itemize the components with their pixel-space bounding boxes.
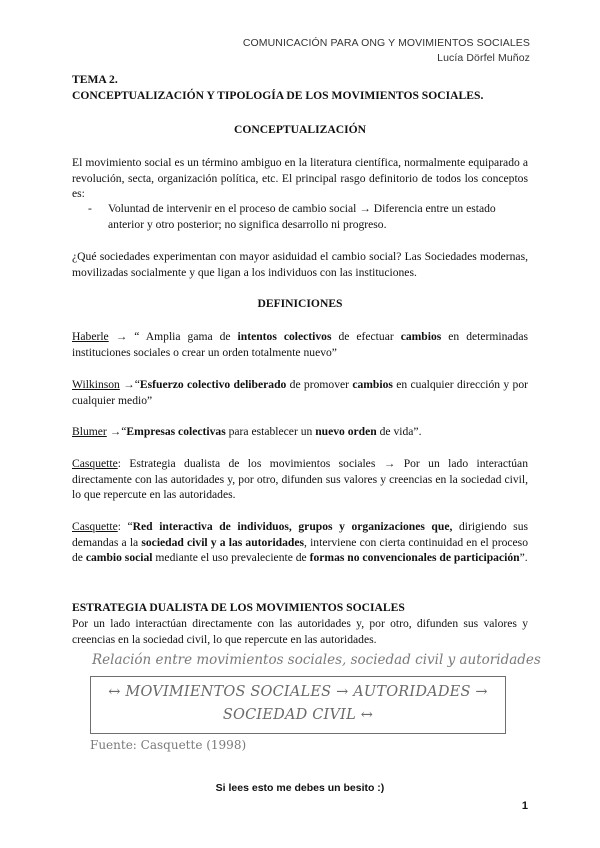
estrategia-paragraph: Por un lado interactúan directamente con las autoridades y, por otro, difunden sus valores y creencias en la sociedad civil, lo que repercute en las autoridades. xyxy=(72,617,528,646)
definition-text: de efectuar xyxy=(331,330,401,343)
definition-text: dirigiendo sus demandas a la xyxy=(72,520,528,549)
definition-text: : Estrategia dualista de los movimientos sociales → Por un lado interactúan directamente con las autoridades y, por otro, difunden sus valores y creencias en la sociedad civil, lo que repercute en las autoridades. xyxy=(72,457,528,501)
definition-text: , interviene con cierta continuidad en el proceso de xyxy=(72,535,528,564)
definition-author: Blumer xyxy=(72,425,107,438)
page-number: 1 xyxy=(521,800,528,812)
section-heading-estrategia: ESTRATEGIA DUALISTA DE LOS MOVIMIENTOS SOCIALES xyxy=(72,601,405,614)
definition-blumer xyxy=(72,424,528,440)
tema-title: CONCEPTUALIZACIÓN Y TIPOLOGÍA DE LOS MOVIMIENTOS SOCIALES. xyxy=(72,89,484,102)
figure-caption: Relación entre movimientos sociales, sociedad civil y autoridades xyxy=(92,652,541,668)
definition-keyword: Empresas colectivas xyxy=(126,425,226,438)
section-heading-conceptualizacion: CONCEPTUALIZACIÓN xyxy=(233,123,367,136)
definition-keyword: cambios xyxy=(400,330,442,343)
definition-text: de vida”. xyxy=(376,425,422,438)
definition-wilkinson xyxy=(72,377,528,408)
definition-author: Haberle xyxy=(72,330,109,343)
definition-author: Casquette xyxy=(72,457,118,470)
definition-keyword: Red interactiva de individuos, grupos y organizaciones que, xyxy=(132,520,453,533)
definition-keyword: formas no convencionales de participación xyxy=(309,551,520,564)
definition-author: Wilkinson xyxy=(72,378,120,391)
definition-casquette-1 xyxy=(72,456,528,503)
definition-text: → “ Amplia gama de xyxy=(108,330,238,343)
definition-keyword: Esfuerzo colectivo deliberado xyxy=(139,378,287,391)
figure-line-2: SOCIEDAD CIVIL ↔ xyxy=(222,707,374,723)
definition-keyword: sociedad civil y a las autoridades xyxy=(141,535,305,549)
definition-text: para establecer un xyxy=(225,425,316,438)
conceptualizacion-paragraph: El movimiento social es un término ambiguo en la literatura científica, normalmente equiparado a revolución, secta, organización política, etc. El principal rasgo definitorio de todos los conceptos es: xyxy=(72,156,528,200)
footer-note: Si lees esto me debes un besito :) xyxy=(215,782,385,794)
header-author: Lucía Dörfel Muñoz xyxy=(437,52,530,64)
tema-number: TEMA 2. xyxy=(72,73,118,86)
bullet-item xyxy=(88,201,528,232)
definition-keyword: nuevo orden xyxy=(315,425,377,438)
figure-box xyxy=(90,676,506,734)
definition-text: →“ xyxy=(106,425,127,438)
definition-casquette-2 xyxy=(72,519,528,566)
question-paragraph: ¿Qué sociedades experimentan con mayor asiduidad el cambio social? Las Sociedades modernas, movilizadas socialmente y que ligan a los individuos con las instituciones. xyxy=(72,250,528,279)
definition-haberle xyxy=(72,329,528,360)
figure-source: Fuente: Casquette (1998) xyxy=(90,738,247,752)
header-course: COMUNICACIÓN PARA ONG Y MOVIMIENTOS SOCIALES xyxy=(242,37,530,49)
definition-text: en determinadas instituciones sociales o crear un orden totalmente nuevo” xyxy=(72,330,528,359)
definition-author: Casquette xyxy=(72,520,118,533)
bullet-text: Voluntad de intervenir en el proceso de cambio social → Diferencia entre un estado anterior y otro posterior; no significa desarrollo ni progreso. xyxy=(108,202,496,231)
definition-text: mediante el uso prevaleciente de xyxy=(152,551,310,564)
definition-keyword: intentos colectivos xyxy=(237,330,332,343)
definition-text: de promover xyxy=(286,378,353,391)
bullet-dash: - xyxy=(88,202,92,215)
definition-text: ”. xyxy=(519,551,528,564)
definition-text: : “ xyxy=(117,520,133,533)
definition-text: en cualquier dirección y por cualquier medio” xyxy=(72,378,529,407)
definition-keyword: cambio social xyxy=(85,551,153,564)
definition-text: →“ xyxy=(119,378,140,391)
section-heading-definiciones: DEFINICIONES xyxy=(257,297,343,310)
definition-keyword: cambios xyxy=(352,378,393,391)
figure-line-1: ↔ MOVIMIENTOS SOCIALES → AUTORIDADES → xyxy=(108,684,488,700)
